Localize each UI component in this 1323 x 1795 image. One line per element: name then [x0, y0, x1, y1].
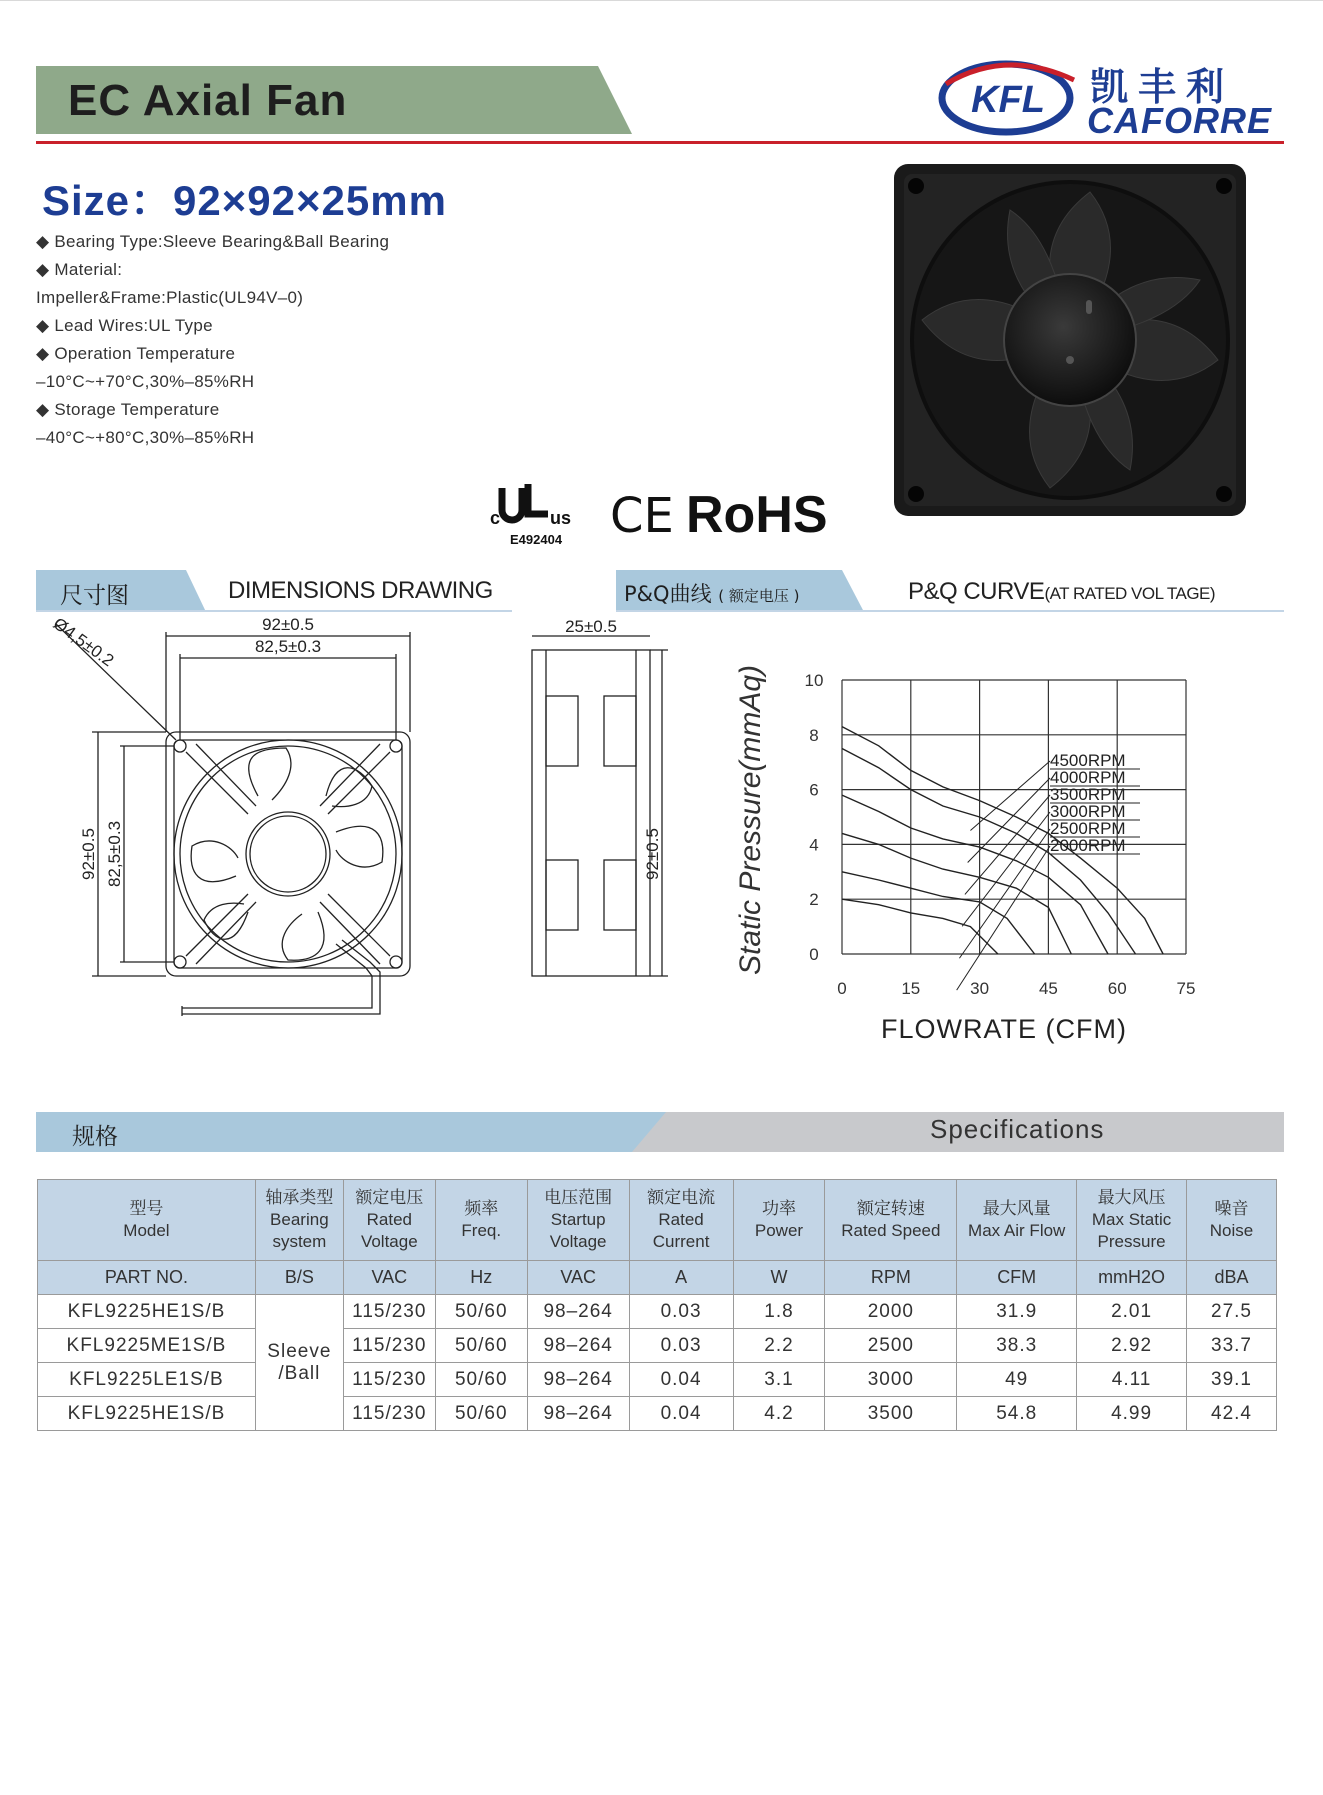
- pq-title-cn: [624, 578, 800, 608]
- dimensions-title-en: DIMENSIONS DRAWING: [228, 577, 493, 604]
- table-row: [38, 1363, 1277, 1397]
- brand-name-cn: 凯丰利: [1090, 65, 1235, 109]
- dim-depth: 25±0.5: [565, 617, 617, 636]
- col-header: 额定转速 Rated Speed: [825, 1180, 957, 1261]
- ul-mark-icon: [502, 484, 548, 520]
- unit-cell: dBA: [1187, 1261, 1277, 1295]
- pq-title-cn-small: ( 额定电压 ): [718, 587, 800, 605]
- unit-cell: CFM: [957, 1261, 1077, 1295]
- table-cell: 98–264: [527, 1397, 629, 1431]
- table-cell: 0.04: [629, 1397, 733, 1431]
- table-cell: 49: [957, 1363, 1077, 1397]
- table-cell: 98–264: [527, 1295, 629, 1329]
- x-tick-label: 75: [1176, 979, 1196, 998]
- size-label: Size：: [42, 177, 174, 224]
- table-row: [38, 1329, 1277, 1363]
- table-units-row: [38, 1261, 1277, 1295]
- brand-name-en: CAFORRE: [1087, 100, 1272, 141]
- pq-title-en: [908, 578, 1215, 606]
- part-number: KFL9225HE1S/B: [38, 1397, 256, 1431]
- col-header: 频率 Freq.: [435, 1180, 527, 1261]
- ul-c: c: [490, 508, 501, 528]
- table-cell: 115/230: [343, 1397, 435, 1431]
- y-tick-label: 8: [809, 725, 819, 745]
- part-number: KFL9225ME1S/B: [38, 1329, 256, 1363]
- col-header: 额定电流 Rated Current: [629, 1180, 733, 1261]
- kfl-logo-icon: [936, 54, 1086, 138]
- x-tick-label: 60: [1107, 979, 1127, 998]
- specifications-table: [37, 1179, 1277, 1431]
- col-header: 电压范围 Startup Voltage: [527, 1180, 629, 1261]
- table-cell: 3500: [825, 1397, 957, 1431]
- feature-line: Impeller&Frame:Plastic(UL94V–0): [36, 288, 304, 307]
- dim-side-height: 92±0.5: [643, 828, 662, 880]
- table-cell: 42.4: [1187, 1397, 1277, 1431]
- series-label: 2000RPM: [1050, 836, 1126, 855]
- pq-curve-chart: [720, 664, 1240, 1068]
- size-value: 92×92×25mm: [173, 177, 447, 224]
- x-tick-label: 30: [970, 979, 990, 998]
- feature-line: ◆ Storage Temperature: [36, 400, 220, 419]
- section-underline: [616, 610, 1284, 612]
- table-cell: 50/60: [435, 1295, 527, 1329]
- feature-line: ◆ Bearing Type:Sleeve Bearing&Ball Bearing: [36, 232, 390, 251]
- y-tick-label: 2: [809, 890, 819, 910]
- dimensions-section-header: [36, 570, 512, 612]
- specs-title-cn: 规格: [72, 1124, 118, 1150]
- part-number: KFL9225HE1S/B: [38, 1295, 256, 1329]
- rohs-mark: RoHS: [686, 486, 828, 544]
- col-header: 噪音 Noise: [1187, 1180, 1277, 1261]
- table-cell: 54.8: [957, 1397, 1077, 1431]
- feature-line: –40°C~+80°C,30%–85%RH: [36, 428, 255, 447]
- series-label: 4000RPM: [1050, 768, 1126, 787]
- specs-title-en: Specifications: [930, 1114, 1105, 1144]
- series-label-pointer: [970, 761, 1050, 831]
- table-cell: 2.2: [733, 1329, 825, 1363]
- col-header: 最大风压 Max Static Pressure: [1077, 1180, 1187, 1261]
- y-tick-label: 4: [809, 835, 819, 855]
- unit-cell: RPM: [825, 1261, 957, 1295]
- table-cell: 3.1: [733, 1363, 825, 1397]
- pq-title-en-main: P&Q CURVE: [908, 578, 1045, 605]
- y-tick-label: 0: [809, 945, 819, 964]
- x-tick-label: 15: [901, 979, 921, 998]
- x-tick-label: 0: [837, 979, 847, 998]
- table-row: [38, 1397, 1277, 1431]
- y-tick-label: 6: [809, 780, 819, 800]
- col-header: 额定电压 Rated Voltage: [343, 1180, 435, 1261]
- table-cell: 98–264: [527, 1363, 629, 1397]
- dim-outer-width: 92±0.5: [262, 615, 314, 634]
- section-underline: [36, 610, 512, 612]
- part-number: KFL9225LE1S/B: [38, 1363, 256, 1397]
- certification-marks: [488, 482, 838, 552]
- table-cell: 2500: [825, 1329, 957, 1363]
- series-label: 3500RPM: [1050, 785, 1126, 804]
- table-cell: 50/60: [435, 1397, 527, 1431]
- unit-cell: mmH2O: [1077, 1261, 1187, 1295]
- table-cell: 0.03: [629, 1295, 733, 1329]
- bearing-cell: Sleeve /Ball: [255, 1295, 343, 1431]
- table-cell: 31.9: [957, 1295, 1077, 1329]
- y-tick-label: 10: [804, 671, 824, 690]
- size-heading: [42, 168, 447, 228]
- table-cell: 1.8: [733, 1295, 825, 1329]
- series-label: 3000RPM: [1050, 802, 1126, 821]
- series-line: [842, 833, 1071, 954]
- x-tick-label: 45: [1038, 979, 1058, 998]
- dimensions-drawing: [36, 613, 676, 1036]
- chart-x-label: FLOWRATE (CFM): [881, 1014, 1127, 1044]
- series-line: [842, 872, 1035, 954]
- col-header: 轴承类型 Bearing system: [255, 1180, 343, 1261]
- table-cell: 2.01: [1077, 1295, 1187, 1329]
- ul-file-number: E492404: [510, 532, 563, 547]
- table-cell: 0.03: [629, 1329, 733, 1363]
- dim-hole: Ø4,5±0.2: [49, 613, 118, 671]
- unit-cell: VAC: [343, 1261, 435, 1295]
- unit-cell: B/S: [255, 1261, 343, 1295]
- series-label: 2500RPM: [1050, 819, 1126, 838]
- table-cell: 4.99: [1077, 1397, 1187, 1431]
- table-cell: 115/230: [343, 1363, 435, 1397]
- table-cell: 0.04: [629, 1363, 733, 1397]
- feature-line: ◆ Lead Wires:UL Type: [36, 316, 213, 335]
- unit-cell: PART NO.: [38, 1261, 256, 1295]
- table-cell: 39.1: [1187, 1363, 1277, 1397]
- table-cell: 3000: [825, 1363, 957, 1397]
- feature-line: –10°C~+70°C,30%–85%RH: [36, 372, 255, 391]
- series-label-pointer: [957, 846, 1050, 990]
- feature-line: ◆ Material:: [36, 260, 123, 279]
- specs-section-tab: [36, 1112, 666, 1152]
- series-label: 4500RPM: [1050, 751, 1126, 770]
- pq-title-en-small: (AT RATED VOL TAGE): [1044, 584, 1216, 603]
- table-cell: 115/230: [343, 1329, 435, 1363]
- unit-cell: A: [629, 1261, 733, 1295]
- dim-inner-height: 82,5±0.3: [105, 820, 124, 888]
- unit-cell: Hz: [435, 1261, 527, 1295]
- dim-outer-height: 92±0.5: [79, 828, 98, 880]
- pq-section-header: [616, 570, 1284, 612]
- series-line: [842, 899, 998, 954]
- top-rule: [0, 0, 1323, 1]
- unit-cell: VAC: [527, 1261, 629, 1295]
- table-cell: 38.3: [957, 1329, 1077, 1363]
- table-cell: 33.7: [1187, 1329, 1277, 1363]
- table-cell: 4.2: [733, 1397, 825, 1431]
- table-cell: 2000: [825, 1295, 957, 1329]
- table-cell: 50/60: [435, 1363, 527, 1397]
- col-header: 最大风量 Max Air Flow: [957, 1180, 1077, 1261]
- feature-line: ◆ Operation Temperature: [36, 344, 236, 363]
- col-header: 型号 Model: [38, 1180, 256, 1261]
- dim-inner-width: 82,5±0.3: [254, 637, 322, 656]
- dimensions-title-cn: 尺寸图: [60, 583, 129, 609]
- chart-y-label: Static Pressure(mmAq): [734, 664, 767, 976]
- unit-cell: W: [733, 1261, 825, 1295]
- ce-mark: CE: [610, 488, 674, 544]
- table-row: [38, 1295, 1277, 1329]
- table-header-row: [38, 1180, 1277, 1261]
- pq-title-cn-main: P&Q曲线: [624, 582, 712, 606]
- logo-text: KFL: [971, 79, 1045, 121]
- col-header: 功率 Power: [733, 1180, 825, 1261]
- fan-product-image: [890, 160, 1250, 520]
- table-cell: 50/60: [435, 1329, 527, 1363]
- table-cell: 4.11: [1077, 1363, 1187, 1397]
- ul-us: us: [550, 508, 572, 528]
- table-cell: 27.5: [1187, 1295, 1277, 1329]
- table-cell: 98–264: [527, 1329, 629, 1363]
- table-cell: 115/230: [343, 1295, 435, 1329]
- table-cell: 2.92: [1077, 1329, 1187, 1363]
- page-title: EC Axial Fan: [68, 76, 348, 125]
- feature-list: [36, 228, 389, 452]
